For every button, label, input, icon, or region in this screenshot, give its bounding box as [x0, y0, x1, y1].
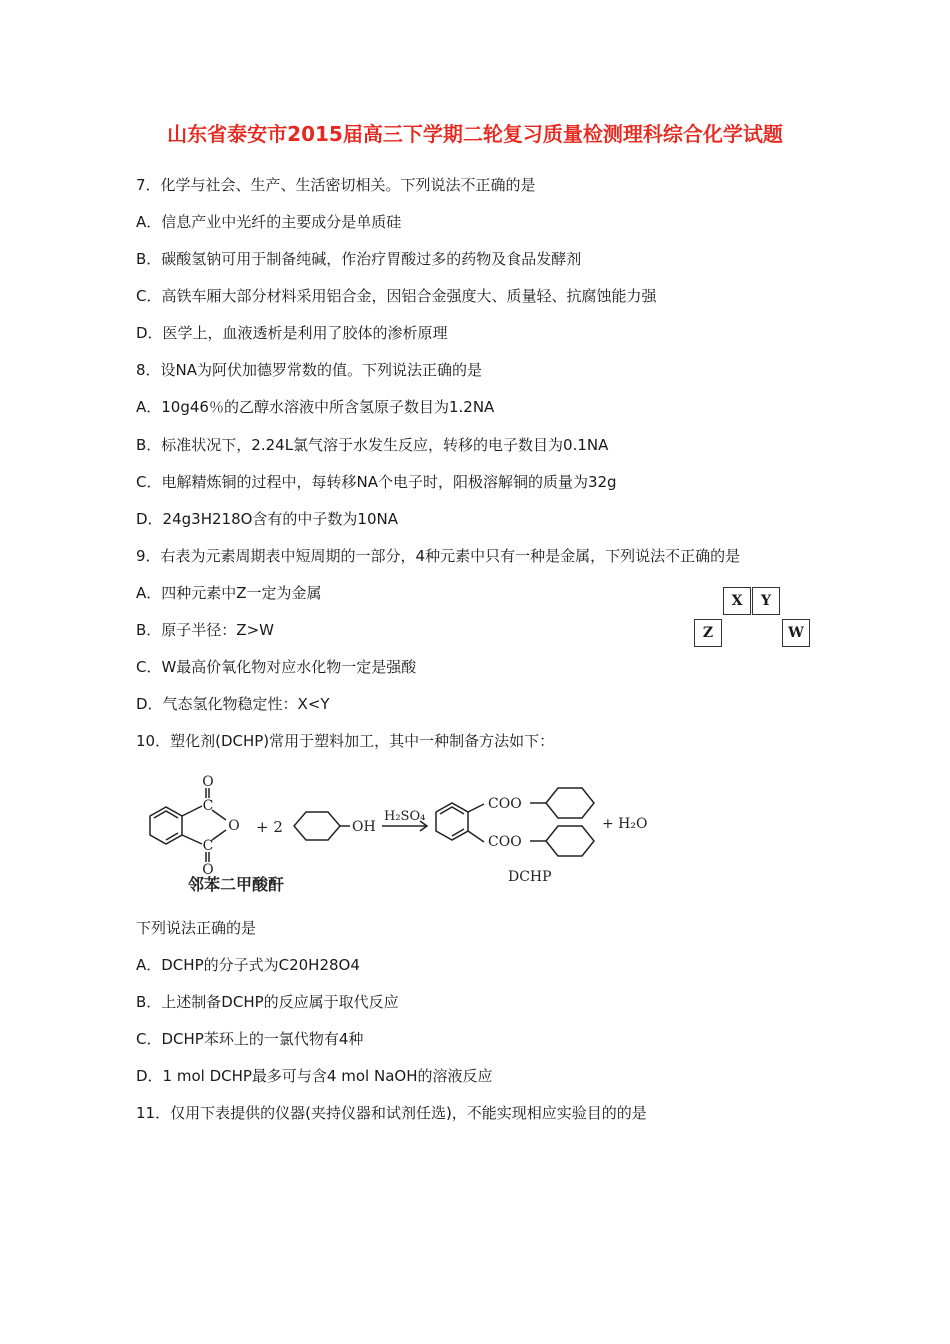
reaction-scheme [136, 766, 656, 896]
ester-group-label-1: COO [488, 796, 522, 812]
question-11-stem: 11．仅用下表提供的仪器(夹持仪器和试剂任选)，不能实现相应实验目的的是 [136, 1104, 647, 1122]
anhydride-o-top: O [202, 774, 214, 790]
question-8-stem: 8．设NA为阿伏加德罗常数的值。下列说法正确的是 [136, 361, 483, 379]
question-7-stem: 7．化学与社会、生产、生活密切相关。下列说法不正确的是 [136, 176, 536, 194]
question-10-stem: 10．塑化剂(DCHP)常用于塑料加工，其中一种制备方法如下： [136, 732, 555, 750]
water-byproduct-label: + H₂O [602, 816, 648, 832]
question-9-option-b: B．原子半径：Z>W [136, 621, 274, 639]
anhydride-o-bottom: O [202, 862, 214, 878]
question-8-option-d: D．24g3H218O含有的中子数为10NA [136, 510, 398, 528]
coefficient-label: + 2 [256, 818, 283, 836]
question-10-intro: 下列说法正确的是 [136, 919, 257, 937]
anhydride-c-bottom: C [202, 838, 214, 854]
phthalic-anhydride-structure [150, 788, 226, 862]
question-9-option-c: C．W最高价氧化物对应水化物一定是强酸 [136, 658, 417, 676]
question-10-option-a: A．DCHP的分子式为C20H28O4 [136, 956, 360, 974]
question-10-option-d: D．1 mol DCHP最多可与含4 mol NaOH的溶液反应 [136, 1067, 493, 1085]
cyclohexanol-structure [294, 812, 350, 840]
element-cell-w: W [782, 619, 810, 647]
question-7-option-a: A．信息产业中光纤的主要成分是单质硅 [136, 213, 402, 231]
catalyst-label: H₂SO₄ [384, 809, 426, 824]
hydroxyl-label: OH [352, 819, 376, 835]
question-9-stem: 9．右表为元素周期表中短周期的一部分，4种元素中只有一种是金属，下列说法不正确的是 [136, 547, 741, 565]
product-name-label: DCHP [508, 869, 552, 885]
element-cell-x: X [723, 587, 751, 615]
question-7-option-d: D．医学上，血液透析是利用了胶体的渗析原理 [136, 324, 448, 342]
element-cell-y: Y [752, 587, 780, 615]
question-10-option-b: B．上述制备DCHP的反应属于取代反应 [136, 993, 399, 1011]
document-title: 山东省泰安市2015届高三下学期二轮复习质量检测理科综合化学试题 [167, 122, 783, 146]
question-8-option-a: A．10g46％的乙醇水溶液中所含氢原子数目为1.2NA [136, 398, 495, 416]
question-9-option-d: D．气态氢化物稳定性：X<Y [136, 695, 330, 713]
ester-group-label-2: COO [488, 834, 522, 850]
anhydride-o-ring: O [228, 818, 240, 834]
periodic-table-fragment [694, 587, 812, 649]
reaction-diagram [136, 766, 656, 896]
question-7-option-b: B．碳酸氢钠可用于制备纯碱，作治疗胃酸过多的药物及食品发酵剂 [136, 250, 582, 268]
element-cell-z: Z [694, 619, 722, 647]
question-7-option-c: C．高铁车厢大部分材料采用铝合金，因铝合金强度大、质量轻、抗腐蚀能力强 [136, 287, 657, 305]
question-8-option-b: B．标准状况下，2.24L氯气溶于水发生反应，转移的电子数目为0.1NA [136, 436, 609, 454]
question-10-option-c: C．DCHP苯环上的一氯代物有4种 [136, 1030, 364, 1048]
question-8-option-c: C．电解精炼铜的过程中，每转移NA个电子时，阳极溶解铜的质量为32g [136, 473, 617, 491]
reactant-name-label: 邻苯二甲酸酐 [188, 875, 285, 894]
anhydride-c-top: C [202, 798, 214, 814]
question-9-option-a: A．四种元素中Z一定为金属 [136, 584, 322, 602]
